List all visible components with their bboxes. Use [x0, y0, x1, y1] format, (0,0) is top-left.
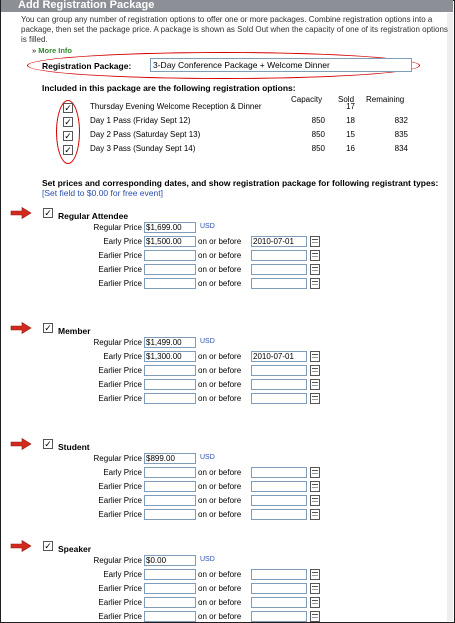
option-label: Day 3 Pass (Sunday Sept 14): [90, 144, 196, 153]
option-sold: 18: [346, 116, 355, 125]
price-input[interactable]: [144, 467, 196, 478]
price-label: Earlier Price: [98, 584, 142, 593]
price-input[interactable]: $1,300.00: [144, 351, 196, 362]
price-label: Earlier Price: [98, 496, 142, 505]
price-input[interactable]: [144, 569, 196, 580]
price-input[interactable]: $899.00: [144, 453, 196, 464]
registrant-type-checkbox[interactable]: ✓: [44, 323, 52, 333]
free-event-note: [Set field to $0.00 for free event]: [42, 188, 163, 198]
registrant-type-name: Student: [58, 442, 90, 452]
price-input[interactable]: [144, 597, 196, 608]
calendar-icon[interactable]: [310, 583, 320, 594]
registrant-type-name: Member: [58, 326, 91, 336]
price-label: Regular Price: [93, 556, 142, 565]
on-or-before-label: on or before: [198, 394, 242, 403]
date-input[interactable]: [251, 611, 307, 622]
red-arrow-icon: [10, 207, 32, 219]
calendar-icon[interactable]: [310, 481, 320, 492]
date-input[interactable]: [251, 583, 307, 594]
date-input[interactable]: 2010-07-01: [251, 351, 307, 362]
scrollbar[interactable]: [447, 13, 453, 621]
on-or-before-label: on or before: [198, 237, 242, 246]
option-sold: 17: [346, 102, 355, 111]
on-or-before-label: on or before: [198, 612, 242, 621]
registrant-type-checkbox[interactable]: ✓: [44, 439, 52, 449]
price-input[interactable]: [144, 365, 196, 376]
option-checkbox[interactable]: ✓: [64, 145, 72, 155]
date-input[interactable]: [251, 597, 307, 608]
date-input[interactable]: [251, 509, 307, 520]
calendar-icon[interactable]: [310, 597, 320, 608]
date-input[interactable]: [251, 278, 307, 289]
calendar-icon[interactable]: [310, 467, 320, 478]
calendar-icon[interactable]: [310, 611, 320, 622]
window-title: Add Registration Package: [1, 0, 453, 12]
option-capacity: 850: [311, 144, 325, 153]
price-label: Earlier Price: [98, 380, 142, 389]
currency-label: USD: [200, 454, 215, 461]
price-input[interactable]: $1,699.00: [144, 222, 196, 233]
registrant-type-checkbox[interactable]: ✓: [44, 208, 52, 218]
calendar-icon[interactable]: [310, 264, 320, 275]
price-input[interactable]: [144, 509, 196, 520]
on-or-before-label: on or before: [198, 570, 242, 579]
on-or-before-label: on or before: [198, 584, 242, 593]
on-or-before-label: on or before: [198, 496, 242, 505]
price-label: Early Price: [103, 352, 142, 361]
on-or-before-label: on or before: [198, 598, 242, 607]
price-label: Earlier Price: [98, 598, 142, 607]
package-name-input[interactable]: 3-Day Conference Package + Welcome Dinner: [150, 58, 412, 72]
prices-heading: [42, 178, 442, 198]
on-or-before-label: on or before: [198, 468, 242, 477]
package-label: Registration Package:: [42, 61, 132, 71]
price-input[interactable]: $1,499.00: [144, 337, 196, 348]
price-label: Early Price: [103, 237, 142, 246]
on-or-before-label: on or before: [198, 251, 242, 260]
date-input[interactable]: [251, 467, 307, 478]
red-arrow-icon: [10, 322, 32, 334]
price-input[interactable]: [144, 379, 196, 390]
date-input[interactable]: [251, 495, 307, 506]
col-capacity: Capacity: [291, 95, 323, 104]
calendar-icon[interactable]: [310, 278, 320, 289]
date-input[interactable]: [251, 250, 307, 261]
option-checkbox[interactable]: ✓: [64, 131, 72, 141]
price-input[interactable]: [144, 495, 196, 506]
option-label: Day 1 Pass (Friday Sept 12): [90, 116, 191, 125]
price-label: Regular Price: [93, 338, 142, 347]
option-remaining: 835: [394, 130, 408, 139]
option-label: Thursday Evening Welcome Reception & Dinner: [90, 102, 262, 111]
price-label: Early Price: [103, 570, 142, 579]
price-label: Earlier Price: [98, 394, 142, 403]
red-arrow-icon: [10, 438, 32, 450]
included-heading: Included in this package are the following registration options:: [42, 83, 296, 93]
currency-label: USD: [200, 223, 215, 230]
date-input[interactable]: [251, 365, 307, 376]
date-input[interactable]: [251, 481, 307, 492]
registrant-type-checkbox[interactable]: ✓: [44, 541, 52, 551]
price-label: Earlier Price: [98, 265, 142, 274]
option-sold: 15: [346, 130, 355, 139]
intro-text: You can group any number of registration options to offer one or more packages. Combine registration options into a package, then set the package price. A package is shown as Sold Out when the capacity of one of its registration options is filled.: [21, 15, 448, 44]
calendar-icon[interactable]: [310, 236, 320, 247]
date-input[interactable]: [251, 393, 307, 404]
calendar-icon[interactable]: [310, 365, 320, 376]
currency-label: USD: [200, 556, 215, 563]
price-input[interactable]: $0.00: [144, 555, 196, 566]
date-input[interactable]: [251, 264, 307, 275]
price-label: Regular Price: [93, 454, 142, 463]
price-input[interactable]: [144, 393, 196, 404]
calendar-icon[interactable]: [310, 495, 320, 506]
more-info-link[interactable]: [32, 46, 72, 55]
registrant-type-name: Regular Attendee: [58, 211, 129, 221]
on-or-before-label: on or before: [198, 380, 242, 389]
price-input[interactable]: [144, 264, 196, 275]
on-or-before-label: on or before: [198, 510, 242, 519]
option-label: Day 2 Pass (Saturday Sept 13): [90, 130, 201, 139]
prices-heading-text: Set prices and corresponding dates, and show registration package for following registrant types:: [42, 178, 439, 188]
price-input[interactable]: [144, 250, 196, 261]
calendar-icon[interactable]: [310, 569, 320, 580]
on-or-before-label: on or before: [198, 279, 242, 288]
more-info-label: More Info: [38, 46, 73, 55]
date-input[interactable]: [251, 379, 307, 390]
on-or-before-label: on or before: [198, 352, 242, 361]
option-capacity: 850: [311, 116, 325, 125]
price-label: Earlier Price: [98, 251, 142, 260]
price-label: Earlier Price: [98, 510, 142, 519]
on-or-before-label: on or before: [198, 265, 242, 274]
on-or-before-label: on or before: [198, 366, 242, 375]
price-label: Earlier Price: [98, 482, 142, 491]
double-chevron-icon: »: [32, 46, 39, 55]
col-sold: Sold: [338, 95, 355, 104]
red-arrow-icon: [10, 540, 32, 552]
calendar-icon[interactable]: [310, 393, 320, 404]
price-input[interactable]: [144, 278, 196, 289]
price-label: Earlier Price: [98, 612, 142, 621]
calendar-icon[interactable]: [310, 250, 320, 261]
option-capacity: 850: [311, 130, 325, 139]
col-remaining: Remaining: [366, 95, 405, 104]
price-label: Earlier Price: [98, 279, 142, 288]
calendar-icon[interactable]: [310, 509, 320, 520]
price-input[interactable]: [144, 583, 196, 594]
price-label: Earlier Price: [98, 366, 142, 375]
registrant-type-name: Speaker: [58, 544, 92, 554]
currency-label: USD: [200, 338, 215, 345]
price-input[interactable]: $1,500.00: [144, 236, 196, 247]
price-input[interactable]: [144, 611, 196, 622]
calendar-icon[interactable]: [310, 351, 320, 362]
on-or-before-label: on or before: [198, 482, 242, 491]
option-checkbox[interactable]: ✓: [64, 103, 72, 113]
date-input[interactable]: [251, 569, 307, 580]
price-label: Early Price: [103, 468, 142, 477]
option-remaining: 834: [394, 144, 408, 153]
option-remaining: 832: [394, 116, 408, 125]
option-sold: 16: [346, 144, 355, 153]
option-checkbox[interactable]: ✓: [64, 117, 72, 127]
price-label: Regular Price: [93, 223, 142, 232]
price-input[interactable]: [144, 481, 196, 492]
date-input[interactable]: 2010-07-01: [251, 236, 307, 247]
calendar-icon[interactable]: [310, 379, 320, 390]
